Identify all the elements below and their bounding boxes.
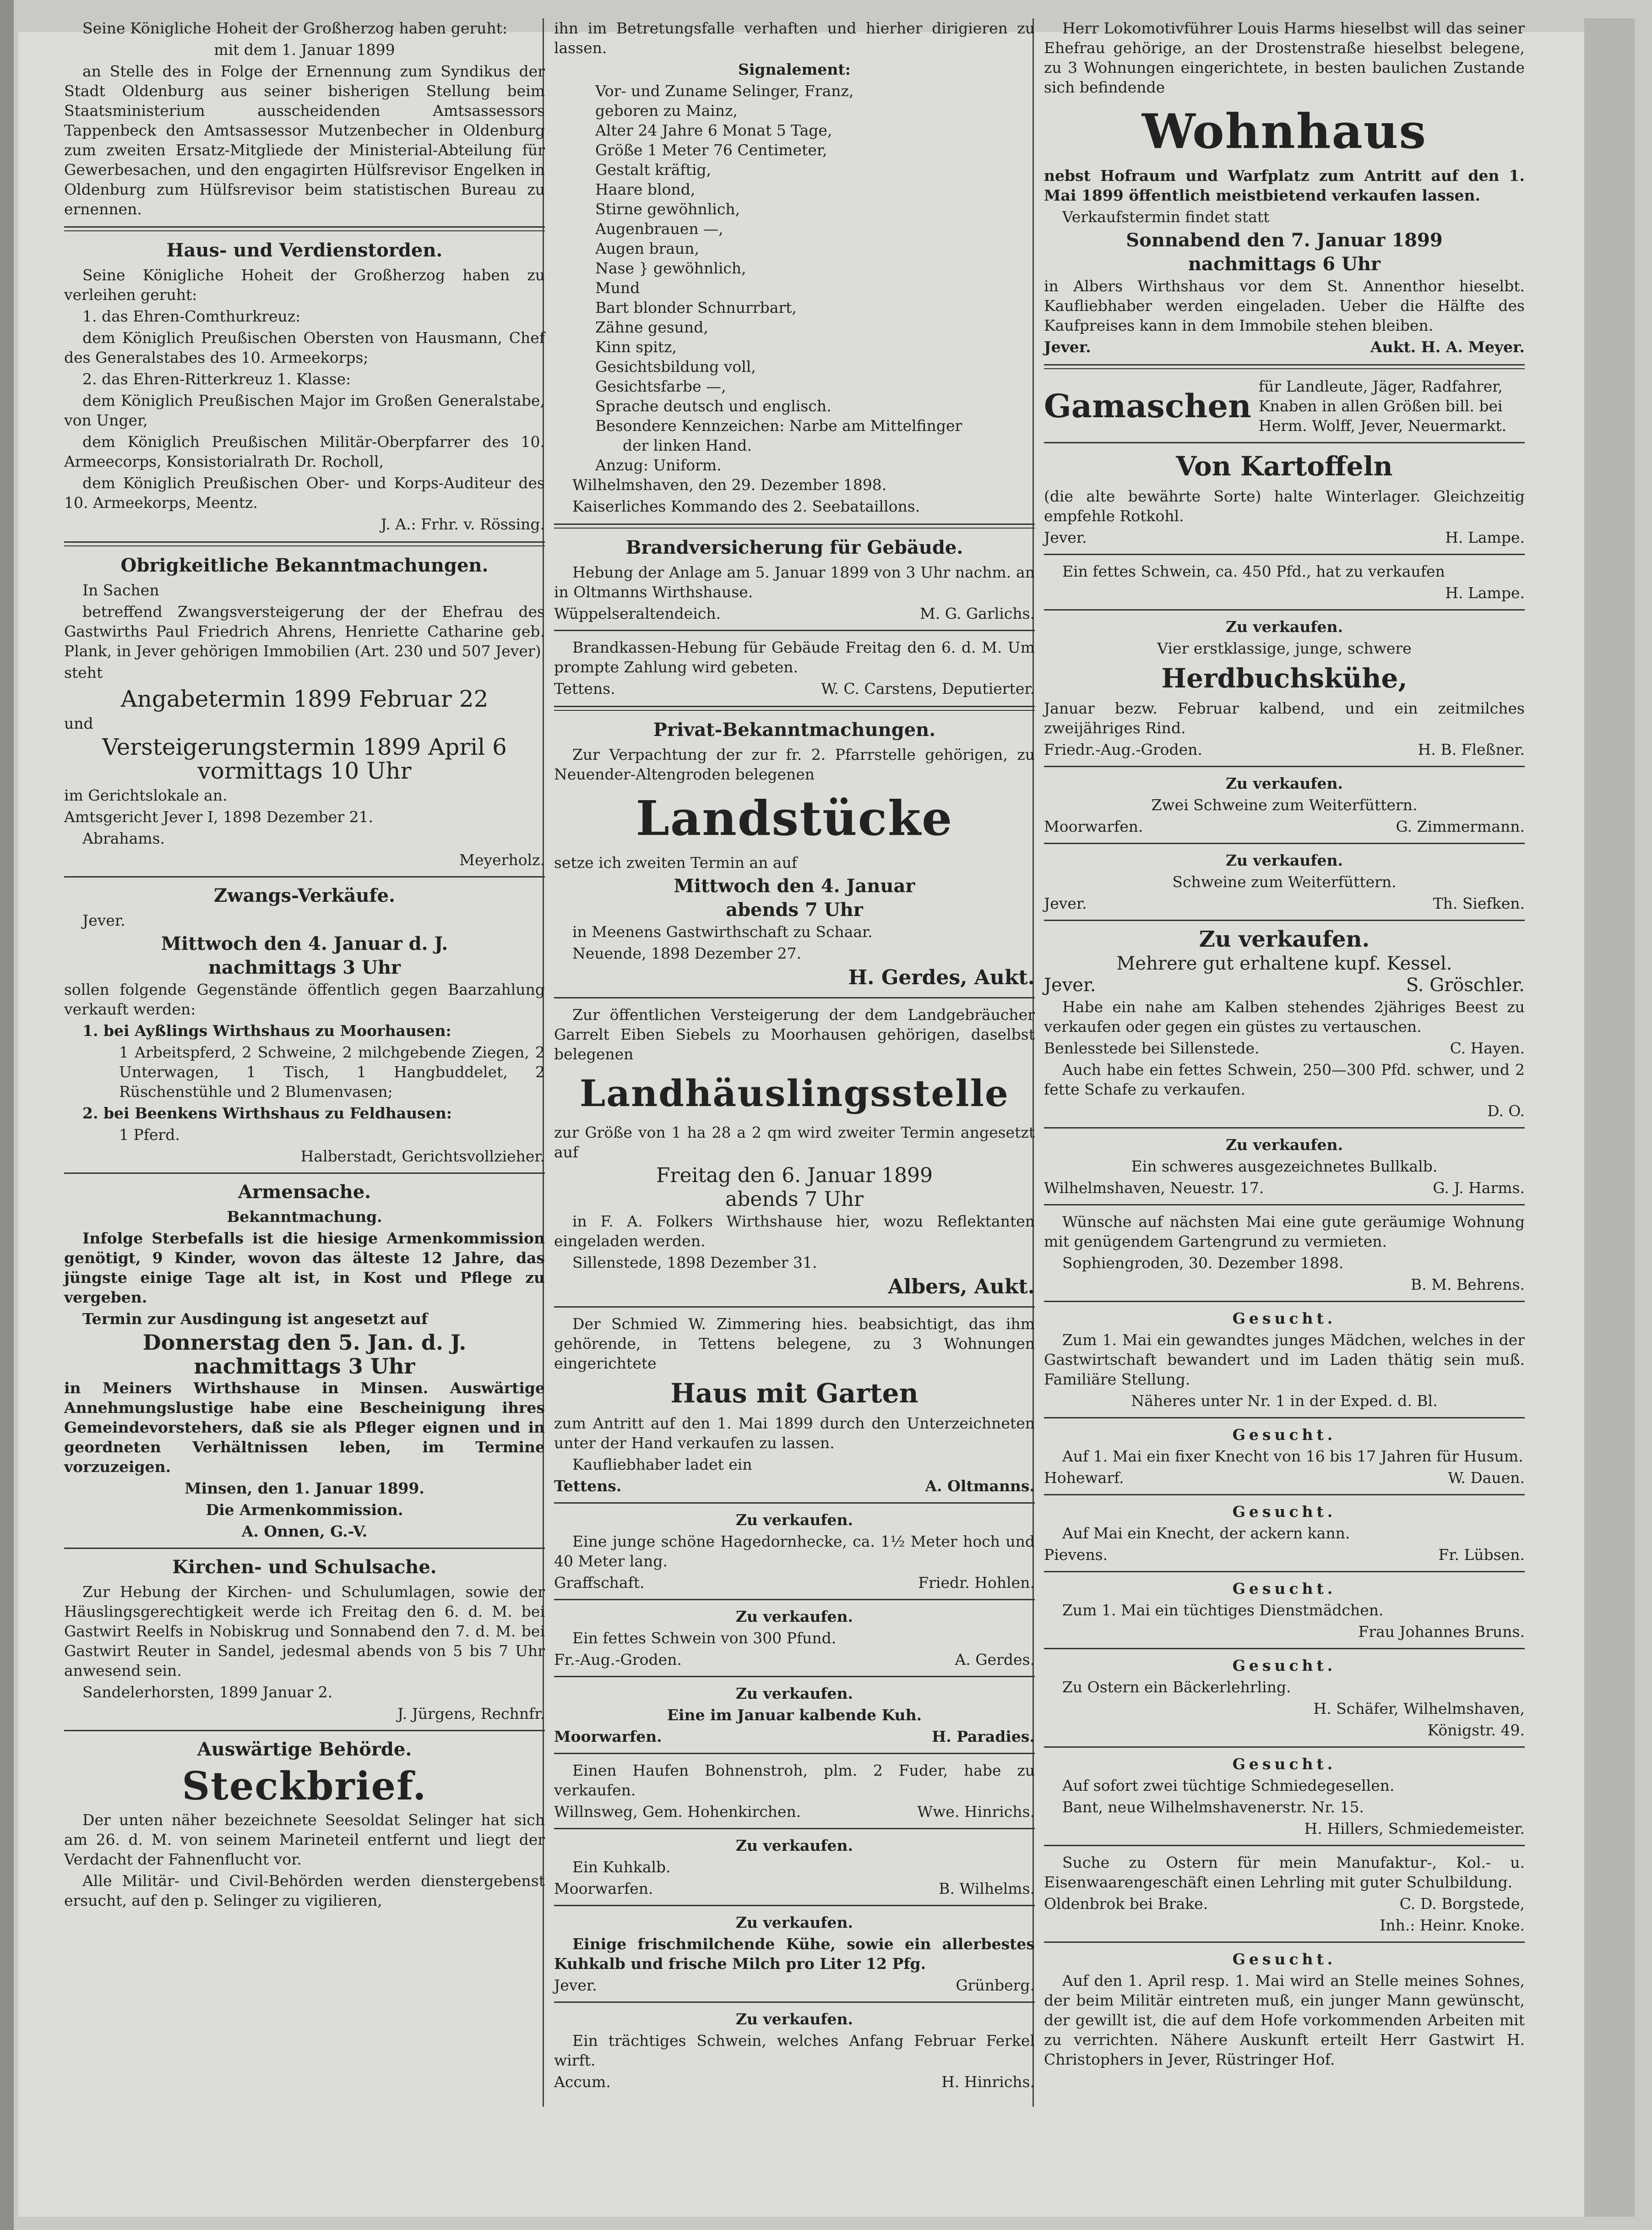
list-item: Besondere Kennzeichen: Narbe am Mittelfinger [595, 417, 962, 435]
notice-text: Ein Kuhkalb. [572, 1858, 671, 1876]
notice-text: Wünsche auf nächsten Mai eine gute geräumige Wohnung mit genügendem Gartengrund zu vermieten. [1044, 1213, 1525, 1250]
ad-heading: Zu verkaufen. [735, 1511, 853, 1529]
signature-line [554, 1476, 1035, 1496]
date-line: Donnerstag den 5. Jan. d. J. [142, 1330, 467, 1355]
notice-text: Sillenstede, 1898 Dezember 31. [572, 1254, 817, 1271]
signature: Aukt. H. A. Meyer. [1370, 338, 1525, 356]
column-2 [554, 18, 1035, 2094]
list-item: geboren zu Mainz, [595, 102, 738, 120]
signature: H. Gerdes, Aukt. [848, 966, 1035, 989]
list-item: Gesichtsfarbe —, [595, 377, 726, 395]
divider [554, 706, 1035, 711]
signature: A. Onnen, G.-V. [241, 1522, 368, 1540]
signature: Fr. Lübsen. [1438, 1546, 1525, 1564]
notice-text: Zur öffentlichen Versteigerung der dem Landgebräucher Garrelt Eiben Siebels zu Moorhausen gehörigen, daselbst belegenen [554, 1006, 1035, 1063]
notice-text: mit dem 1. Januar 1899 [214, 41, 395, 59]
notice-text: und [64, 714, 93, 732]
divider [1044, 766, 1525, 767]
section-heading: Brandversicherung für Gebäude. [625, 537, 963, 558]
notice-text: Auf Mai ein Knecht, der ackern kann. [1062, 1524, 1350, 1542]
divider [1044, 1845, 1525, 1846]
notice-text: Näheres unter Nr. 1 in der Exped. d. Bl. [1131, 1392, 1438, 1410]
headline: Steckbrief. [182, 1763, 427, 1809]
notice-text: Zum 1. Mai ein gewandtes junges Mädchen, welches in der Gastwirtschaft bewandert und im Laden thätig sein muß. Familiäre Stellung. [1044, 1331, 1525, 1388]
divider [1044, 554, 1525, 555]
place: Oldenbrok bei Brake. [1044, 1895, 1208, 1913]
signature: Grünberg. [956, 1976, 1035, 1994]
signature: H. Paradies. [932, 1728, 1035, 1745]
signature: H. B. Fleßner. [1418, 741, 1525, 758]
signature: Th. Siefken. [1433, 894, 1525, 912]
notice-text: Auf 1. Mai ein fixer Knecht von 16 bis 17 Jahren für Husum. [1062, 1447, 1523, 1465]
headline: Haus mit Garten [670, 1378, 918, 1409]
place: Wüppelseraltendeich. [554, 605, 721, 622]
time-line: nachmittags 3 Uhr [208, 957, 401, 978]
divider [64, 1548, 545, 1549]
divider [554, 1306, 1035, 1308]
divider [554, 630, 1035, 631]
notice-text: 1. bei Ayßlings Wirthshaus zu Moorhausen: [82, 1022, 451, 1040]
notice-text: (die alte bewährte Sorte) halte Winterlager. Gleichzeitig empfehle Rotkohl. [1044, 487, 1525, 525]
notice-text: Kaufliebhaber ladet ein [572, 1456, 752, 1473]
notice-text: Alle Militär- und Civil-Behörden werden dienstergebenst ersucht, auf den p. Selinger zu vigilieren, [64, 1872, 545, 1909]
notice-text: in Meiners Wirthshause in Minsen. Auswärtige Annehmungslustige habe eine Bescheinigung ihres Gemeindevorstehers, daß sie als Pfleger eignen und in geordneten Verhältnissen leben, im Termine vorzuzeigen. [64, 1379, 545, 1476]
notice-text: für Landleute, Jäger, Radfahrer, Knaben in allen Größen bill. bei Herm. Wolff, Jever, Neuermarkt. [1258, 377, 1507, 435]
section-heading: Auswärtige Behörde. [197, 1739, 412, 1760]
signature-line [554, 604, 1035, 623]
headline: Landstücke [636, 790, 953, 846]
notice-text: Einige frischmilchende Kühe, sowie ein allerbestes Kuhkalb und frische Milch pro Liter 12 Pfg. [554, 1935, 1035, 1973]
signature: Frau Johannes Bruns. [1358, 1623, 1525, 1641]
divider [1044, 843, 1525, 844]
notice-text: Suche zu Ostern für mein Manufaktur-, Kol.- u. Eisenwaarengeschäft einen Lehrling mit guter Schulbildung. [1044, 1854, 1525, 1891]
notice-text: Januar bezw. Februar kalbend, und ein zeitmilches zweijähriges Rind. [1044, 699, 1525, 737]
divider [1044, 1571, 1525, 1572]
divider [554, 1502, 1035, 1504]
signature: H. Lampe. [1445, 584, 1525, 602]
notice-text: Einen Haufen Bohnenstroh, plm. 2 Fuder, habe zu verkaufen. [554, 1761, 1035, 1799]
place: Tettens. [554, 1477, 622, 1495]
date-line: Versteigerungstermin 1899 April 6 [102, 734, 507, 760]
signature: S. Gröschler. [1406, 975, 1525, 996]
notice-text: dem Königlich Preußischen Obersten von Hausmann, Chef des Generalstabes des 10. Armeekorps; [64, 329, 545, 366]
place: Jever. [1044, 894, 1087, 912]
place: Jever. [554, 1976, 597, 1994]
signature-line [554, 1573, 1035, 1592]
notice-text: sollen folgende Gegenstände öffentlich gegen Baarzahlung verkauft werden: [64, 981, 545, 1018]
place: Friedr.-Aug.-Groden. [1044, 741, 1202, 758]
signature: G. Zimmermann. [1396, 818, 1525, 835]
place: Pievens. [1044, 1546, 1108, 1564]
signature: B. Wilhelms. [939, 1880, 1035, 1897]
divider [1044, 609, 1525, 611]
place: Jever. [1044, 338, 1091, 356]
divider [554, 2001, 1035, 2003]
notice-text: zum Antritt auf den 1. Mai 1899 durch den Unterzeichneten unter der Hand verkaufen zu lassen. [554, 1414, 1035, 1452]
ad-heading: Gesucht. [1232, 1580, 1337, 1598]
notice-text: 1 Arbeitspferd, 2 Schweine, 2 milchgebende Ziegen, 2 Unterwagen, 1 Tisch, 1 Hangbuddelet, 2 Rüschenstühle und 2 Blumenvasen; [119, 1043, 545, 1101]
place: Wilhelmshaven, Neuestr. 17. [1044, 1179, 1264, 1197]
section-heading: Obrigkeitliche Bekanntmachungen. [120, 555, 489, 576]
signature: Albers, Aukt. [888, 1275, 1035, 1298]
column-3 [1044, 18, 1525, 2071]
place: Accum. [554, 2073, 611, 2091]
signature-line [554, 1727, 1035, 1746]
divider [1044, 364, 1525, 369]
signature-line [554, 2072, 1035, 2092]
place: Moorwarfen. [554, 1728, 662, 1745]
ad-heading: Gesucht. [1232, 1950, 1337, 1968]
ad-heading: Zu verkaufen. [1225, 618, 1343, 636]
signature-line [554, 1650, 1035, 1669]
notice-text: Ein trächtiges Schwein, welches Anfang Februar Ferkel wirft. [554, 2032, 1035, 2069]
headline: Landhäuslingsstelle [580, 1072, 1009, 1115]
notice-text: dem Königlich Preußischen Major im Großen Generalstabe, von Unger, [64, 392, 545, 429]
time-line: abends 7 Uhr [726, 899, 863, 921]
signature-line [1044, 1894, 1525, 1914]
notice-text: Mehrere gut erhaltene kupf. Kessel. [1116, 953, 1452, 974]
list-item: Kinn spitz, [595, 338, 677, 356]
divider [64, 541, 545, 546]
divider [554, 1828, 1035, 1829]
gamaschen-ad [1044, 376, 1525, 436]
list-item: Anzug: Uniform. [595, 456, 722, 474]
place: Jever. [1044, 975, 1096, 996]
signature: H. Hillers, Schmiedemeister. [1304, 1820, 1525, 1837]
time-line: nachmittags 3 Uhr [194, 1354, 415, 1379]
place: Fr.-Aug.-Groden. [554, 1651, 682, 1668]
signature-line [1044, 1038, 1525, 1058]
notice-text: 2. bei Beenkens Wirthshaus zu Feldhausen: [82, 1104, 452, 1122]
divider [64, 876, 545, 878]
list-item: der linken Hand. [623, 436, 752, 454]
notice-text: Sophiengroden, 30. Dezember 1898. [1062, 1254, 1344, 1272]
signature: H. Hinrichs. [941, 2073, 1035, 2091]
signature-line [1044, 1468, 1525, 1488]
ad-heading: Zu verkaufen. [735, 1685, 853, 1702]
divider [554, 997, 1035, 998]
notice-text: Jever. [82, 911, 125, 929]
notice-text: Sandelerhorsten, 1899 Januar 2. [82, 1683, 333, 1701]
section-heading: Kirchen- und Schulsache. [172, 1556, 437, 1578]
date-line: Angabetermin 1899 Februar 22 [120, 686, 489, 712]
signature-line [1044, 337, 1525, 357]
ad-heading: Gesucht. [1232, 1426, 1337, 1444]
notice-text: Zu Ostern ein Bäckerlehrling. [1062, 1678, 1291, 1696]
headline: Von Kartoffeln [1176, 451, 1393, 482]
section-heading: Privat-Bekanntmachungen. [653, 719, 936, 741]
signature-line [1044, 1545, 1525, 1565]
time-line: nachmittags 6 Uhr [1188, 253, 1381, 275]
place: Tettens. [554, 680, 615, 698]
signature: Kaiserliches Kommando des 2. Seebataillons. [572, 497, 920, 515]
notice-text: Signalement: [738, 60, 851, 78]
notice-text: im Gerichtslokale an. [64, 786, 228, 804]
list-item: Haare blond, [595, 180, 696, 198]
list-item: Zähne gesund, [595, 318, 708, 336]
list-item: Sprache deutsch und englisch. [595, 397, 831, 415]
signature: J. Jürgens, Rechnfr. [397, 1705, 545, 1723]
signature-line [1044, 976, 1525, 995]
signature-line [554, 679, 1035, 698]
signature: C. D. Borgstede, [1399, 1895, 1525, 1913]
notice-text: Neuende, 1898 Dezember 27. [572, 944, 802, 962]
date-line: Mittwoch den 4. Januar [674, 875, 915, 897]
signature: W. C. Carstens, Deputierter. [821, 680, 1035, 698]
list-item: Gesichtsbildung voll, [595, 358, 756, 376]
notice-text: Eine im Januar kalbende Kuh. [667, 1706, 922, 1724]
notice-text: Habe ein nahe am Kalben stehendes 2jähriges Beest zu verkaufen oder gegen ein güstes zu vertauschen. [1044, 998, 1525, 1036]
divider [1044, 1204, 1525, 1205]
notice-text: 1 Pferd. [119, 1126, 180, 1144]
notice-text: dem Königlich Preußischen Ober- und Korps-Auditeur des 10. Armeekorps, Meentz. [64, 474, 545, 512]
signature: G. J. Harms. [1433, 1179, 1525, 1197]
section-heading: Haus- und Verdienstorden. [166, 240, 443, 261]
notice-text: zur Größe von 1 ha 28 a 2 qm wird zweiter Termin angesetzt auf [554, 1123, 1035, 1161]
ad-heading: Zu verkaufen. [1225, 851, 1343, 869]
list-item: Stirne gewöhnlich, [595, 200, 740, 218]
column-1 [64, 18, 545, 1912]
notice-text: an Stelle des in Folge der Ernennung zum Syndikus der Stadt Oldenburg aus seiner bisherigen Stellung beim Staatsministerium ausscheidenden Amtsassessors Tappenbeck den Amtsassessor Mutzenbecher in Oldenburg zum zweiten Ersatz-Mitgliede der Ministerial-Abteilung für Gewerbesachen, und den engagirten Hülfsrevisor Engelken in Oldenburg zum Hülfsrevisor beim statistischen Bureau zu ernennen. [64, 62, 545, 218]
signature: Wwe. Hinrichs. [917, 1803, 1035, 1821]
list-item: Gestalt kräftig, [595, 161, 712, 179]
divider [554, 1676, 1035, 1677]
notice-text: Eine junge schöne Hagedornhecke, ca. 1½ Meter hoch und 40 Meter lang. [554, 1532, 1035, 1570]
signature: A. Oltmanns. [925, 1477, 1035, 1495]
signature-line [554, 1975, 1035, 1995]
divider [1044, 1301, 1525, 1302]
ad-heading: Gesucht. [1232, 1657, 1337, 1674]
time-line: abends 7 Uhr [725, 1188, 864, 1211]
ad-heading: Zu verkaufen. [1225, 774, 1343, 792]
ad-heading: Zu verkaufen. [735, 1837, 853, 1854]
list-item: Bart blonder Schnurrbart, [595, 299, 797, 316]
signature: Halberstadt, Gerichtsvollzieher. [300, 1147, 545, 1165]
notice-text: Hebung der Anlage am 5. Januar 1899 von 3 Uhr nachm. an in Oltmanns Wirthshause. [554, 563, 1035, 601]
signature: A. Gerdes. [955, 1651, 1035, 1668]
signature: B. M. Behrens. [1410, 1276, 1525, 1293]
notice-text: betreffend Zwangsversteigerung der der Ehefrau des Gastwirths Paul Friedrich Ahrens, Henriette Catharine geb. Plank, in Jever gehörigen Immobilien (Art. 230 und 507 Jever) [64, 603, 545, 660]
signature-line [1044, 817, 1525, 836]
date-line: Freitag den 6. Januar 1899 [656, 1164, 933, 1187]
date-line: Sonnabend den 7. Januar 1899 [1126, 229, 1443, 251]
notice-text: Vier erstklassige, junge, schwere [1157, 639, 1412, 657]
section-heading: Armensache. [238, 1181, 371, 1203]
notice-text: Die Armenkommission. [206, 1501, 403, 1519]
divider [554, 523, 1035, 529]
list-item: Mund [595, 279, 640, 297]
signature: M. G. Garlichs. [919, 605, 1035, 622]
divider [554, 1905, 1035, 1906]
signature: J. A.: Frhr. v. Rössing. [380, 515, 545, 533]
ad-heading: Zu verkaufen. [735, 1608, 853, 1625]
signature-line [1044, 1178, 1525, 1198]
notice-text: Wilhelmshaven, den 29. Dezember 1898. [572, 476, 887, 494]
notice-text: Der Schmied W. Zimmering hies. beabsichtigt, das ihm gehörende, in Tettens belegene, zu 3 Wohnungen eingerichtete [554, 1315, 1035, 1372]
notice-text: 2. das Ehren-Ritterkreuz 1. Klasse: [82, 370, 351, 388]
notice-text: Schweine zum Weiterfüttern. [1172, 873, 1397, 891]
notice-text: in Meenens Gastwirthschaft zu Schaar. [572, 923, 873, 941]
binding-shadow [0, 0, 14, 2230]
notice-text: Ein fettes Schwein, ca. 450 Pfd., hat zu verkaufen [1062, 562, 1445, 580]
divider [1044, 442, 1525, 443]
divider [1044, 1127, 1525, 1129]
list-item: Nase } gewöhnlich, [595, 259, 746, 277]
signature: Friedr. Hohlen. [918, 1574, 1035, 1592]
notice-text: Ein fettes Schwein von 300 Pfund. [572, 1629, 837, 1647]
signature-line [554, 1879, 1035, 1898]
place: Willnsweg, Gem. Hohenkirchen. [554, 1803, 801, 1821]
divider [64, 226, 545, 231]
notice-text: Seine Königliche Hoheit der Großherzog haben geruht: [82, 19, 508, 37]
notice-text: nebst Hofraum und Warfplatz zum Antritt auf den 1. Mai 1899 öffentlich meistbietend verkaufen lassen. [1044, 167, 1525, 204]
headline: Wohnhaus [1141, 103, 1427, 159]
notice-text: Verkaufstermin findet statt [1062, 208, 1270, 226]
signalement-list [554, 81, 1035, 475]
list-item: Größe 1 Meter 76 Centimeter, [595, 141, 827, 159]
headline: Zu verkaufen. [1199, 927, 1370, 952]
list-item: Vor- und Zuname Selinger, Franz, [595, 82, 854, 100]
notice-text: Bant, neue Wilhelmshavenerstr. Nr. 15. [1062, 1798, 1364, 1816]
section-heading: Zwangs-Verkäufe. [214, 885, 395, 906]
notice-text: ihn im Betretungsfalle verhaften und hierher dirigieren zu lassen. [554, 19, 1035, 57]
divider [1044, 1746, 1525, 1748]
headline: Herdbuchskühe, [1161, 663, 1407, 694]
place: Moorwarfen. [1044, 818, 1143, 835]
notice-text: Ein schweres ausgezeichnetes Bullkalb. [1131, 1157, 1438, 1175]
notice-text: Herr Lokomotivführer Louis Harms hieselbst will das seiner Ehefrau gehörige, an der Drostenstraße hieselbst belegene, zu 3 Wohnungen eingerichtete, in besten baulichen Zustande sich befindende [1044, 19, 1525, 96]
place: Hohewarf. [1044, 1469, 1124, 1487]
date-line: Mittwoch den 4. Januar d. J. [161, 933, 448, 954]
signature: Inh.: Heinr. Knoke. [1380, 1916, 1525, 1934]
notice-text: Termin zur Ausdingung ist angesetzt auf [82, 1310, 428, 1328]
ad-heading: Gesucht. [1232, 1503, 1337, 1521]
notice-text: Amtsgericht Jever I, 1898 Dezember 21. [64, 808, 374, 826]
notice-text: Zur Hebung der Kirchen- und Schulumlagen, sowie der Häuslingsgerechtigkeit werde ich Freitag den 6. d. M. bei Gastwirt Reelfs in Nobiskrug und Sonnabend den 7. d. M. bei Gastwirt Reuter in Sandel, jedesmal abends von 5 bis 7 Uhr anwesend sein. [64, 1583, 545, 1679]
place: Moorwarfen. [554, 1880, 653, 1897]
list-item: Alter 24 Jahre 6 Monat 5 Tage, [595, 121, 832, 139]
divider [64, 1730, 545, 1731]
notice-text: Zwei Schweine zum Weiterfüttern. [1151, 796, 1418, 814]
divider [1044, 1941, 1525, 1943]
page-edge [1584, 18, 1635, 2217]
place: Graffschaft. [554, 1574, 645, 1592]
notice-text: Auf sofort zwei tüchtige Schmiedegesellen. [1062, 1777, 1395, 1794]
notice-text: in F. A. Folkers Wirthshause hier, wozu Reflektanten eingeladen werden. [554, 1212, 1035, 1250]
notice-text: Auf den 1. April resp. 1. Mai wird an Stelle meines Sohnes, der beim Militär eintreten muß, ein junger Mann gewünscht, der gewillt ist, die auf dem Hofe vorkommenden Arbeiten mit zu verrichten. Nähere Auskunft erteilt Herr Gastwirt H. Christophers in Jever, Rüstringer Hof. [1044, 1972, 1525, 2068]
notice-text: Infolge Sterbefalls ist die hiesige Armenkommission genötigt, 9 Kinder, wovon das älteste 12 Jahre, das jüngste einige Tage alt ist, in Kost und Pflege zu vergeben. [64, 1229, 545, 1306]
signature: H. Lampe. [1445, 529, 1525, 546]
notice-text: Zur Verpachtung der zur fr. 2. Pfarrstelle gehörigen, zu Neuender-Altengroden belegenen [554, 746, 1035, 783]
signature: W. Dauen. [1448, 1469, 1525, 1487]
divider [554, 1753, 1035, 1754]
notice-text: Brandkassen-Hebung für Gebäude Freitag den 6. d. M. Um prompte Zahlung wird gebeten. [554, 638, 1035, 676]
ad-heading: Zu verkaufen. [735, 1914, 853, 1931]
ad-heading: Gesucht. [1232, 1309, 1337, 1327]
signature-line [1044, 740, 1525, 759]
notice-text: steht [64, 664, 103, 682]
signature: Meyerholz. [459, 851, 545, 869]
ad-heading: Gesucht. [1232, 1755, 1337, 1773]
signature: C. Hayen. [1450, 1039, 1525, 1057]
divider [1044, 1417, 1525, 1418]
divider [1044, 1648, 1525, 1649]
ad-heading: Zu verkaufen. [735, 2010, 853, 2028]
notice-text: in Albers Wirthshaus vor dem St. Annenthor hieselbt. Kaufliebhaber werden eingeladen. Ueber die Hälfte des Kaufpreises kann in dem Immobile stehen bleiben. [1044, 277, 1525, 334]
notice-text: setze ich zweiten Termin an auf [554, 854, 798, 872]
notice-text: Zum 1. Mai ein tüchtiges Dienstmädchen. [1062, 1601, 1384, 1619]
place: Benlesstede bei Sillenstede. [1044, 1039, 1260, 1057]
headline: Gamaschen [1044, 387, 1251, 425]
notice-text: In Sachen [82, 581, 159, 599]
signature-line [554, 1802, 1035, 1821]
signature: H. Schäfer, Wilhelmshaven, [1313, 1700, 1525, 1717]
signature: Königstr. 49. [1427, 1721, 1525, 1739]
notice-text: Minsen, den 1. Januar 1899. [185, 1479, 424, 1497]
notice-text: 1. das Ehren-Comthurkreuz: [82, 307, 301, 325]
divider [64, 1172, 545, 1174]
divider [1044, 1494, 1525, 1495]
list-item: Augen braun, [595, 240, 700, 257]
signature: D. O. [1487, 1102, 1525, 1120]
time-line: vormittags 10 Uhr [197, 758, 412, 784]
divider [1044, 920, 1525, 921]
signature-line [1044, 528, 1525, 547]
notice-text: Bekanntmachung. [227, 1208, 382, 1226]
notice-text: Der unten näher bezeichnete Seesoldat Selinger hat sich am 26. d. M. von seinem Marineteil entfernt und liegt der Verdacht der Fahnenflucht vor. [64, 1811, 545, 1868]
notice-text: dem Königlich Preußischen Militär-Oberpfarrer des 10. Armeecorps, Konsistorialrath Dr. Rocholl, [64, 433, 545, 470]
signature-line [1044, 894, 1525, 913]
notice-text: Auch habe ein fettes Schwein, 250—300 Pfd. schwer, und 2 fette Schafe zu verkaufen. [1044, 1061, 1525, 1098]
ad-heading: Zu verkaufen. [1225, 1136, 1343, 1154]
divider [554, 1599, 1035, 1600]
place: Jever. [1044, 529, 1087, 546]
signature: Abrahams. [82, 829, 165, 847]
list-item: Augenbrauen —, [595, 220, 723, 238]
notice-text: Seine Königliche Hoheit der Großherzog haben zu verleihen geruht: [64, 266, 545, 304]
